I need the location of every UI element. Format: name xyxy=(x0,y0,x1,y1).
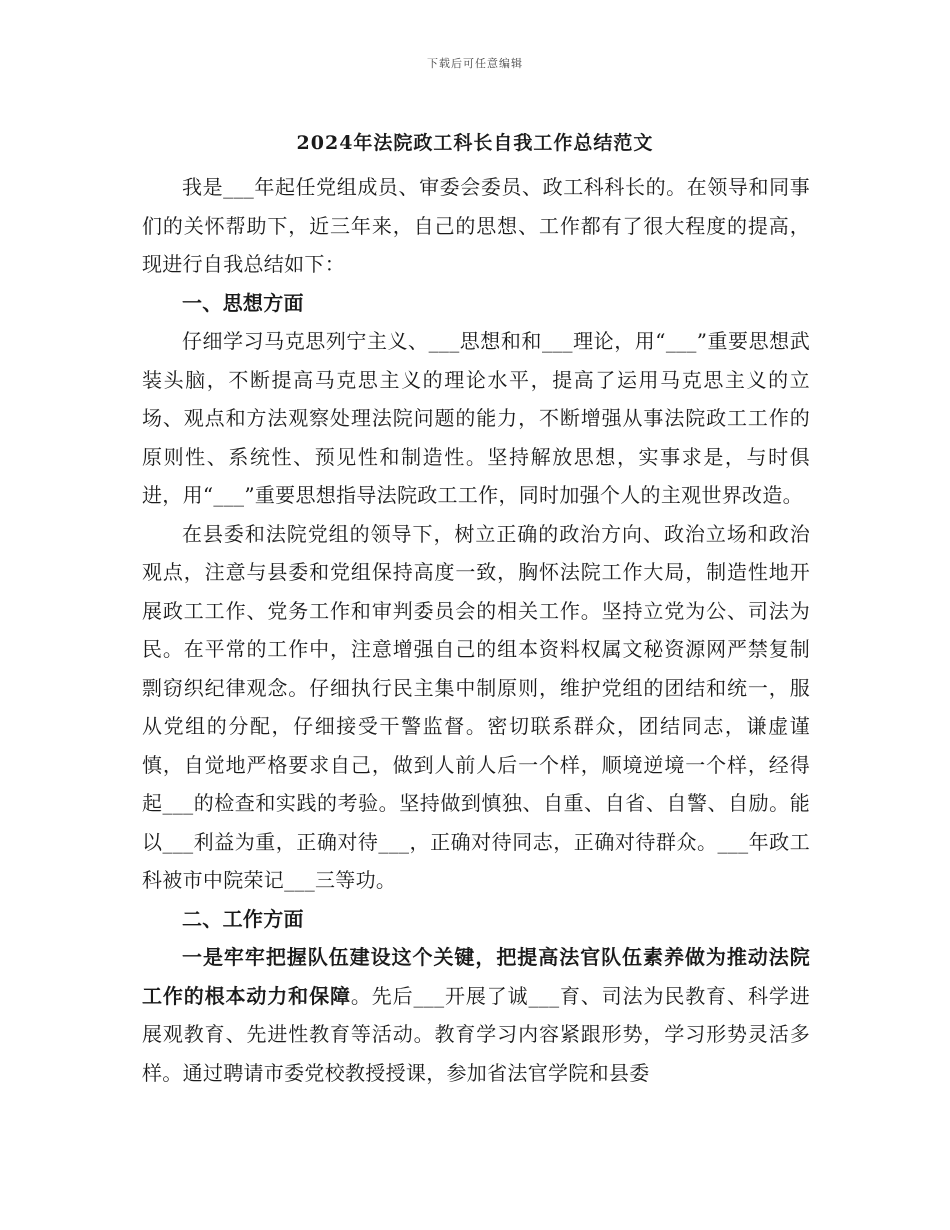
document-title: 2024年法院政工科长自我工作总结范文 xyxy=(296,132,654,154)
paragraph-thought-study: 仔细学习马克思列宁主义、___思想和和___理论，用“___”重要思想武装头脑，不断提高马克思主义的理论水平，提高了运用马克思主义的立场、观点和方法观察处理法院问题的能力，不断增强从事法院政工工作的原则性、系统性、预见性和制造性。坚持解放思想，实事求是，与时俱进，用“___”重要思想指导法院政工工作，同时加强个人的主观世界改造。 xyxy=(142,329,810,507)
paragraph-thought-politics: 在县委和法院党组的领导下，树立正确的政治方向、政治立场和政治观点，注意与县委和党组保持高度一致，胸怀法院工作大局，制造性地开展政工工作、党务工作和审判委员会的相关工作。坚持立党为公、司法为民。在平常的工作中，注意增强自己的组本资料权属文秘资源网严禁复制剽窃织纪律观念。仔细执行民主集中制原则，维护党组的团结和统一，服从党组的分配，仔细接受干警监督。密切联系群众，团结同志，谦虚谨慎，自觉地严格要求自己，做到人前人后一个样，顺境逆境一个样，经得起___的检查和实践的考验。坚持做到慎独、自重、自省、自警、自励。能以___利益为重，正确对待___，正确对待同志，正确对待群众。___年政工科被市中院荣记___三等功。 xyxy=(142,521,810,892)
paragraph-intro: 我是___年起任党组成员、审委会委员、政工科科长的。在领导和同事们的关怀帮助下，近三年来，自己的思想、工作都有了很大程度的提高，现进行自我总结如下： xyxy=(142,175,810,276)
section-heading-thought: 一、思想方面 xyxy=(182,290,304,315)
paragraph-work-team-lead: 一是牢牢把握队伍建设这个关键，把提高法官队伍素养做为推动法院工作的根本动力和保障 xyxy=(142,945,810,1008)
section-heading-work: 二、工作方面 xyxy=(182,906,304,931)
paragraph-work-team xyxy=(142,938,810,1092)
header-note: 下载后可任意编辑 xyxy=(427,57,523,70)
paragraph-work-team-body: 。先后___开展了诚___育、司法为民教育、科学进展观教育、先进性教育等活动。教育学习内容紧跟形势，学习形势灵活多样。通过聘请市委党校教授授课，参加省法官学院和县委 xyxy=(142,983,811,1085)
document-body xyxy=(142,168,810,1092)
